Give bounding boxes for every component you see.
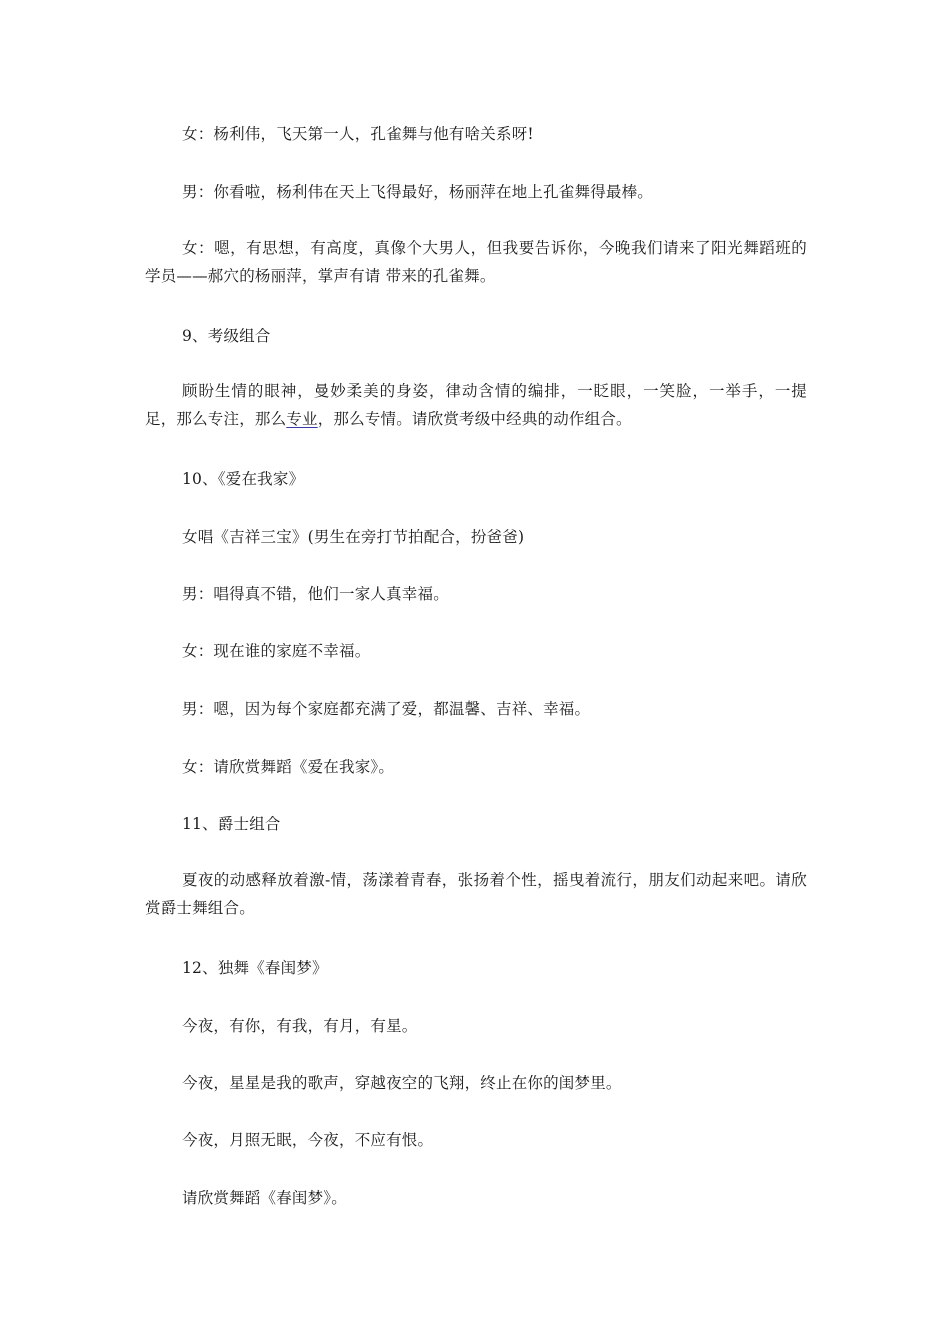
poem-line: 请欣赏舞蹈《春闺梦》。 [182,1189,347,1207]
dialogue-line: 男：你看啦，杨利伟在天上飞得最好，杨丽萍在地上孔雀舞得最棒。 [182,183,654,201]
poem-line: 今夜，月照无眠，今夜，不应有恨。 [182,1131,434,1149]
dialogue-paragraph: 女：嗯，有思想，有高度，真像个大男人，但我要告诉你，今晚我们请来了阳光舞蹈班的学员——郝穴的杨丽萍，掌声有请 带来的孔雀舞。 [145,239,807,285]
body-paragraph [145,377,807,433]
poem-line: 今夜，星星是我的歌声，穿越夜空的飞翔，终止在你的闺梦里。 [182,1074,622,1092]
paragraph-text: ，那么专情。请欣赏考级中经典的动作组合。 [317,410,632,428]
link-zhuanye[interactable]: 专业 [286,410,318,428]
dialogue-line: 女：杨利伟，飞天第一人，孔雀舞与他有啥关系呀! [182,125,534,143]
poem-line: 今夜，有你，有我，有月，有星。 [182,1017,418,1035]
dialogue-line: 女唱《吉祥三宝》(男生在旁打节拍配合，扮爸爸) [182,528,525,546]
body-paragraph: 夏夜的动感释放着激-情，荡漾着青春，张扬着个性，摇曳着流行，朋友们动起来吧。请欣赏爵士舞组合。 [145,871,807,917]
paragraph-text: 顾盼生情的眼神，曼妙柔美的身姿，律动含情的编排，一眨眼，一笑脸，一举手，一提足，那么专注，那么 [145,382,807,428]
section-heading: 12、独舞《春闺梦》 [182,959,328,977]
dialogue-line: 女：请欣赏舞蹈《爱在我家》。 [182,758,395,776]
dialogue-line: 男：嗯，因为每个家庭都充满了爱，都温馨、吉祥、幸福。 [182,700,591,718]
section-heading: 10、《爱在我家》 [182,470,305,488]
section-heading: 9、考级组合 [182,327,271,345]
section-heading: 11、爵士组合 [182,815,281,833]
dialogue-line: 女：现在谁的家庭不幸福。 [182,642,371,660]
dialogue-line: 男：唱得真不错，他们一家人真幸福。 [182,585,449,603]
